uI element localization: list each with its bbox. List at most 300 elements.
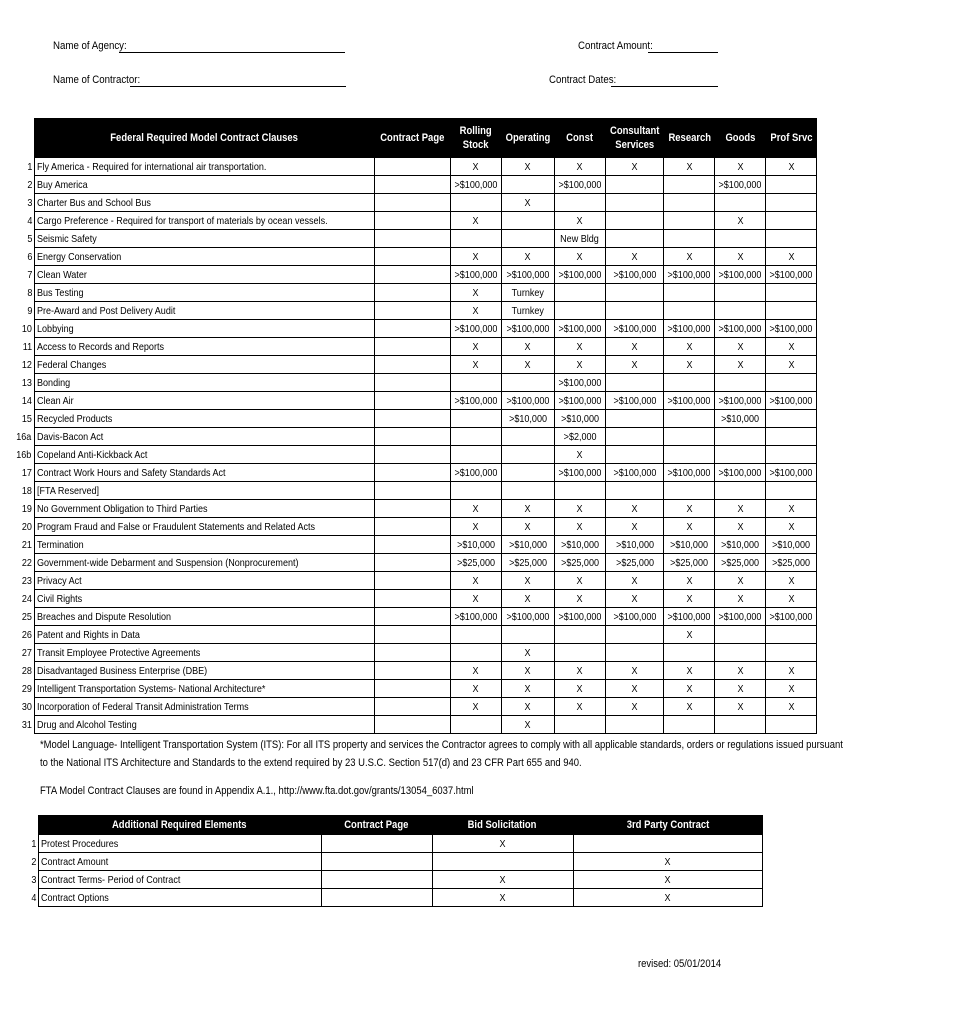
applicability-cell: X xyxy=(554,680,605,698)
applicability-cell: X xyxy=(501,356,554,374)
contractor-label: Name of Contractor: xyxy=(53,74,141,86)
applicability-cell xyxy=(451,194,502,212)
applicability-cell: X xyxy=(605,698,663,716)
contract-page-cell[interactable] xyxy=(375,626,451,644)
applicability-cell: X xyxy=(451,302,502,320)
contract-clauses-table xyxy=(15,118,817,734)
applicability-cell xyxy=(715,302,766,320)
applicability-cell: X xyxy=(766,158,817,176)
applicability-cell: >$100,000 xyxy=(501,392,554,410)
table-row xyxy=(15,284,817,302)
applicability-cell xyxy=(501,212,554,230)
applicability-cell xyxy=(766,194,817,212)
applicability-cell: >$100,000 xyxy=(605,392,663,410)
table-row xyxy=(15,835,762,853)
row-number: 3 xyxy=(15,194,34,212)
applicability-cell xyxy=(766,212,817,230)
additional-header-row xyxy=(15,816,762,835)
applicability-cell xyxy=(664,716,715,734)
applicability-cell: X xyxy=(664,590,715,608)
row-number: 25 xyxy=(15,608,34,626)
table-row xyxy=(15,158,817,176)
col-const: Const xyxy=(554,119,605,158)
row-number: 1 xyxy=(15,158,34,176)
applicability-cell: X xyxy=(715,662,766,680)
applicability-cell xyxy=(766,176,817,194)
applicability-cell xyxy=(554,482,605,500)
applicability-cell: X xyxy=(766,698,817,716)
applicability-cell: X xyxy=(451,662,502,680)
applicability-cell: >$100,000 xyxy=(605,464,663,482)
applicability-cell xyxy=(715,446,766,464)
table-row xyxy=(15,374,817,392)
applicability-cell xyxy=(715,428,766,446)
clause-label: Charter Bus and School Bus xyxy=(34,194,375,212)
applicability-cell: >$100,000 xyxy=(766,320,817,338)
applicability-cell: X xyxy=(501,698,554,716)
applicability-cell: >$10,000 xyxy=(554,536,605,554)
applicability-cell: >$100,000 xyxy=(766,266,817,284)
applicability-cell: X xyxy=(573,853,762,871)
applicability-cell xyxy=(451,716,502,734)
applicability-cell xyxy=(605,284,663,302)
applicability-cell xyxy=(715,644,766,662)
table-row xyxy=(15,716,817,734)
applicability-cell xyxy=(664,212,715,230)
applicability-cell: X xyxy=(715,158,766,176)
applicability-cell: X xyxy=(554,698,605,716)
applicability-cell xyxy=(664,644,715,662)
applicability-cell xyxy=(605,302,663,320)
row-number: 1 xyxy=(15,835,38,853)
row-number: 12 xyxy=(15,356,34,374)
applicability-cell: >$100,000 xyxy=(554,392,605,410)
applicability-cell: >$10,000 xyxy=(715,410,766,428)
table-row xyxy=(15,644,817,662)
applicability-cell: X xyxy=(715,356,766,374)
contract-page-cell[interactable] xyxy=(321,835,432,853)
row-number: 20 xyxy=(15,518,34,536)
clause-label: Termination xyxy=(34,536,375,554)
table-row xyxy=(15,266,817,284)
row-number: 11 xyxy=(15,338,34,356)
row-number: 4 xyxy=(15,889,38,907)
applicability-cell xyxy=(501,176,554,194)
applicability-cell: X xyxy=(766,356,817,374)
table-row xyxy=(15,662,817,680)
applicability-cell: X xyxy=(554,248,605,266)
applicability-cell: X xyxy=(715,518,766,536)
applicability-cell: X xyxy=(451,212,502,230)
applicability-cell xyxy=(501,464,554,482)
applicability-cell: X xyxy=(432,889,573,907)
applicability-cell: X xyxy=(605,500,663,518)
applicability-cell: X xyxy=(501,572,554,590)
applicability-cell: X xyxy=(451,680,502,698)
applicability-cell xyxy=(554,284,605,302)
applicability-cell xyxy=(554,716,605,734)
applicability-cell: X xyxy=(554,590,605,608)
applicability-cell xyxy=(605,626,663,644)
applicability-cell: >$10,000 xyxy=(501,536,554,554)
contract-page-cell[interactable] xyxy=(375,698,451,716)
applicability-cell: >$10,000 xyxy=(451,536,502,554)
contract-page-cell[interactable] xyxy=(375,554,451,572)
contract-page-cell[interactable] xyxy=(375,608,451,626)
row-number: 16a xyxy=(15,428,34,446)
applicability-cell: X xyxy=(605,158,663,176)
contract-page-cell[interactable] xyxy=(375,500,451,518)
table-row xyxy=(15,590,817,608)
applicability-cell xyxy=(664,176,715,194)
applicability-cell: X xyxy=(432,835,573,853)
table-row xyxy=(15,248,817,266)
applicability-cell xyxy=(715,716,766,734)
applicability-cell xyxy=(715,194,766,212)
applicability-cell: >$100,000 xyxy=(451,176,502,194)
clause-label: Federal Changes xyxy=(34,356,375,374)
clause-label: Access to Records and Reports xyxy=(34,338,375,356)
applicability-cell: >$100,000 xyxy=(605,320,663,338)
row-number: 7 xyxy=(15,266,34,284)
applicability-cell xyxy=(664,194,715,212)
applicability-cell: X xyxy=(554,518,605,536)
clause-label: Incorporation of Federal Transit Administration Terms xyxy=(34,698,375,716)
applicability-cell xyxy=(501,428,554,446)
contract-page-cell[interactable] xyxy=(375,572,451,590)
table-row xyxy=(15,194,817,212)
applicability-cell xyxy=(715,482,766,500)
col-add-contract-page: Contract Page xyxy=(321,816,432,835)
contract-page-cell[interactable] xyxy=(375,662,451,680)
applicability-cell xyxy=(664,446,715,464)
applicability-cell: X xyxy=(715,590,766,608)
applicability-cell: X xyxy=(766,338,817,356)
clause-label: Pre-Award and Post Delivery Audit xyxy=(34,302,375,320)
contract-dates-input-line[interactable] xyxy=(611,86,718,87)
row-number: 19 xyxy=(15,500,34,518)
applicability-cell: >$25,000 xyxy=(451,554,502,572)
applicability-cell: X xyxy=(766,590,817,608)
contract-page-cell[interactable] xyxy=(375,320,451,338)
applicability-cell: X xyxy=(664,518,715,536)
applicability-cell xyxy=(766,410,817,428)
applicability-cell: >$25,000 xyxy=(664,554,715,572)
applicability-cell xyxy=(451,428,502,446)
its-note-line-1: *Model Language- Intelligent Transportation System (ITS): For all ITS property and services the Contractor agrees to comply with all applicable standards, orders or regulations issued pursuant xyxy=(40,739,843,751)
applicability-cell: X xyxy=(605,338,663,356)
applicability-cell xyxy=(664,230,715,248)
applicability-cell xyxy=(554,626,605,644)
applicability-cell: >$2,000 xyxy=(554,428,605,446)
applicability-cell xyxy=(766,644,817,662)
applicability-cell: X xyxy=(715,248,766,266)
contractor-input-line[interactable] xyxy=(130,86,346,87)
table-row xyxy=(15,853,762,871)
applicability-cell: >$100,000 xyxy=(664,392,715,410)
applicability-cell: X xyxy=(501,590,554,608)
applicability-cell: X xyxy=(605,662,663,680)
col-goods: Goods xyxy=(715,119,766,158)
additional-elements-table xyxy=(15,815,763,907)
contract-page-cell[interactable] xyxy=(375,446,451,464)
applicability-cell: X xyxy=(501,716,554,734)
agency-input-line[interactable] xyxy=(119,52,345,53)
contract-page-cell[interactable] xyxy=(375,644,451,662)
applicability-cell: X xyxy=(501,662,554,680)
element-label: Contract Terms- Period of Contract xyxy=(38,871,321,889)
applicability-cell: >$25,000 xyxy=(501,554,554,572)
row-number: 13 xyxy=(15,374,34,392)
applicability-cell xyxy=(451,230,502,248)
applicability-cell xyxy=(501,626,554,644)
contractor-field xyxy=(53,74,152,86)
applicability-cell: X xyxy=(451,572,502,590)
row-number: 26 xyxy=(15,626,34,644)
clause-label: Davis-Bacon Act xyxy=(34,428,375,446)
clause-label: Bonding xyxy=(34,374,375,392)
clause-label: Clean Air xyxy=(34,392,375,410)
col-prof-srvc: Prof Srvc xyxy=(766,119,817,158)
applicability-cell xyxy=(573,835,762,853)
applicability-cell xyxy=(451,410,502,428)
clause-label: Program Fraud and False or Fraudulent Statements and Related Acts xyxy=(34,518,375,536)
contract-page-cell[interactable] xyxy=(375,590,451,608)
contract-page-cell[interactable] xyxy=(375,482,451,500)
applicability-cell: X xyxy=(554,158,605,176)
applicability-cell: X xyxy=(605,680,663,698)
applicability-cell: >$25,000 xyxy=(554,554,605,572)
col-bid-solicitation: Bid Solicitation xyxy=(432,816,573,835)
applicability-cell: X xyxy=(573,889,762,907)
applicability-cell: >$100,000 xyxy=(715,176,766,194)
table-row xyxy=(15,410,817,428)
contract-page-cell[interactable] xyxy=(375,410,451,428)
row-number: 29 xyxy=(15,680,34,698)
contract-page-cell[interactable] xyxy=(375,518,451,536)
contract-page-cell[interactable] xyxy=(375,464,451,482)
applicability-cell: >$100,000 xyxy=(715,392,766,410)
applicability-cell: X xyxy=(715,338,766,356)
add-header-spacer xyxy=(15,816,38,835)
row-number: 5 xyxy=(15,230,34,248)
table-header-row xyxy=(15,119,817,158)
row-number: 31 xyxy=(15,716,34,734)
clause-label: Disadvantaged Business Enterprise (DBE) xyxy=(34,662,375,680)
applicability-cell xyxy=(605,428,663,446)
contract-amount-field xyxy=(578,40,663,52)
applicability-cell: >$100,000 xyxy=(766,464,817,482)
applicability-cell: X xyxy=(605,590,663,608)
applicability-cell: >$100,000 xyxy=(554,266,605,284)
applicability-cell: X xyxy=(451,158,502,176)
col-contract-page: Contract Page xyxy=(375,119,451,158)
applicability-cell: >$100,000 xyxy=(715,320,766,338)
applicability-cell xyxy=(664,284,715,302)
applicability-cell xyxy=(432,853,573,871)
contract-dates-field xyxy=(549,74,625,86)
table-row xyxy=(15,392,817,410)
row-number: 30 xyxy=(15,698,34,716)
applicability-cell xyxy=(715,626,766,644)
applicability-cell: >$100,000 xyxy=(605,266,663,284)
applicability-cell: X xyxy=(664,572,715,590)
applicability-cell: X xyxy=(451,338,502,356)
row-number: 15 xyxy=(15,410,34,428)
applicability-cell: >$100,000 xyxy=(766,608,817,626)
contract-page-cell[interactable] xyxy=(375,374,451,392)
applicability-cell: X xyxy=(451,518,502,536)
contract-page-cell[interactable] xyxy=(375,536,451,554)
applicability-cell: X xyxy=(554,446,605,464)
applicability-cell: X xyxy=(664,158,715,176)
col-additional-elements: Additional Required Elements xyxy=(38,816,321,835)
applicability-cell: X xyxy=(715,500,766,518)
applicability-cell xyxy=(766,302,817,320)
applicability-cell: X xyxy=(554,662,605,680)
applicability-cell xyxy=(451,626,502,644)
applicability-cell xyxy=(605,410,663,428)
clause-label: Bus Testing xyxy=(34,284,375,302)
row-number: 16b xyxy=(15,446,34,464)
element-label: Contract Options xyxy=(38,889,321,907)
contract-amount-input-line[interactable] xyxy=(648,52,718,53)
clause-label: Privacy Act xyxy=(34,572,375,590)
applicability-cell: New Bldg xyxy=(554,230,605,248)
row-number: 2 xyxy=(15,853,38,871)
clause-label: Transit Employee Protective Agreements xyxy=(34,644,375,662)
contract-page-cell[interactable] xyxy=(321,889,432,907)
row-number: 27 xyxy=(15,644,34,662)
contract-page-cell[interactable] xyxy=(375,302,451,320)
table-row xyxy=(15,500,817,518)
applicability-cell: X xyxy=(501,518,554,536)
table-row xyxy=(15,680,817,698)
applicability-cell: X xyxy=(766,662,817,680)
applicability-cell: X xyxy=(766,518,817,536)
col-clauses: Federal Required Model Contract Clauses xyxy=(34,119,375,158)
applicability-cell: >$10,000 xyxy=(554,410,605,428)
table-row xyxy=(15,230,817,248)
applicability-cell: >$25,000 xyxy=(766,554,817,572)
applicability-cell: X xyxy=(715,698,766,716)
contract-page-cell[interactable] xyxy=(375,176,451,194)
contract-page-cell[interactable] xyxy=(375,392,451,410)
contract-page-cell[interactable] xyxy=(375,356,451,374)
contract-page-cell[interactable] xyxy=(375,158,451,176)
row-number: 3 xyxy=(15,871,38,889)
applicability-cell xyxy=(664,302,715,320)
applicability-cell: X xyxy=(664,338,715,356)
applicability-cell xyxy=(766,284,817,302)
applicability-cell: X xyxy=(664,680,715,698)
clause-label: Fly America - Required for international air transportation. xyxy=(34,158,375,176)
applicability-cell xyxy=(664,374,715,392)
contract-page-cell[interactable] xyxy=(375,716,451,734)
clause-label: Patent and Rights in Data xyxy=(34,626,375,644)
applicability-cell: X xyxy=(766,572,817,590)
table-row xyxy=(15,572,817,590)
table-row xyxy=(15,536,817,554)
applicability-cell xyxy=(605,374,663,392)
row-number: 24 xyxy=(15,590,34,608)
applicability-cell xyxy=(605,230,663,248)
fta-clauses-note: FTA Model Contract Clauses are found in Appendix A.1., http://www.fta.dot.gov/grants/13054_6037.html xyxy=(40,785,474,797)
table-row xyxy=(15,518,817,536)
applicability-cell xyxy=(554,644,605,662)
clause-label: No Government Obligation to Third Parties xyxy=(34,500,375,518)
applicability-cell: X xyxy=(664,626,715,644)
contract-page-cell[interactable] xyxy=(321,871,432,889)
contract-page-cell[interactable] xyxy=(375,428,451,446)
applicability-cell: >$100,000 xyxy=(501,266,554,284)
applicability-cell xyxy=(605,716,663,734)
applicability-cell: >$100,000 xyxy=(605,608,663,626)
table-row xyxy=(15,338,817,356)
applicability-cell: X xyxy=(715,212,766,230)
applicability-cell xyxy=(554,194,605,212)
applicability-cell: >$100,000 xyxy=(664,320,715,338)
applicability-cell xyxy=(715,374,766,392)
clause-label: Lobbying xyxy=(34,320,375,338)
applicability-cell xyxy=(605,482,663,500)
applicability-cell xyxy=(605,446,663,464)
applicability-cell: X xyxy=(664,500,715,518)
table-row xyxy=(15,212,817,230)
applicability-cell: >$100,000 xyxy=(715,266,766,284)
applicability-cell: Turnkey xyxy=(501,284,554,302)
contract-page-cell[interactable] xyxy=(375,230,451,248)
applicability-cell: X xyxy=(664,698,715,716)
applicability-cell: >$10,000 xyxy=(766,536,817,554)
contract-page-cell[interactable] xyxy=(375,338,451,356)
applicability-cell: X xyxy=(501,194,554,212)
element-label: Contract Amount xyxy=(38,853,321,871)
applicability-cell: >$100,000 xyxy=(766,392,817,410)
applicability-cell: X xyxy=(501,500,554,518)
clause-label: Government-wide Debarment and Suspension (Nonprocurement) xyxy=(34,554,375,572)
contract-page-cell[interactable] xyxy=(375,680,451,698)
applicability-cell: >$100,000 xyxy=(451,320,502,338)
applicability-cell xyxy=(715,230,766,248)
applicability-cell: >$100,000 xyxy=(715,608,766,626)
applicability-cell: X xyxy=(451,284,502,302)
applicability-cell: X xyxy=(501,338,554,356)
table-row xyxy=(15,446,817,464)
row-number: 8 xyxy=(15,284,34,302)
contract-page-cell[interactable] xyxy=(375,212,451,230)
applicability-cell xyxy=(766,428,817,446)
applicability-cell xyxy=(501,374,554,392)
contract-page-cell[interactable] xyxy=(375,266,451,284)
contract-page-cell[interactable] xyxy=(375,284,451,302)
col-research: Research xyxy=(664,119,715,158)
clause-label: Contract Work Hours and Safety Standards Act xyxy=(34,464,375,482)
applicability-cell: >$100,000 xyxy=(554,176,605,194)
applicability-cell xyxy=(451,446,502,464)
contract-page-cell[interactable] xyxy=(375,194,451,212)
applicability-cell: >$100,000 xyxy=(554,608,605,626)
contract-page-cell[interactable] xyxy=(321,853,432,871)
clause-label: [FTA Reserved] xyxy=(34,482,375,500)
applicability-cell: >$100,000 xyxy=(554,320,605,338)
applicability-cell: X xyxy=(451,248,502,266)
applicability-cell xyxy=(766,446,817,464)
applicability-cell: X xyxy=(605,572,663,590)
row-number: 22 xyxy=(15,554,34,572)
contract-page-cell[interactable] xyxy=(375,248,451,266)
row-number: 10 xyxy=(15,320,34,338)
